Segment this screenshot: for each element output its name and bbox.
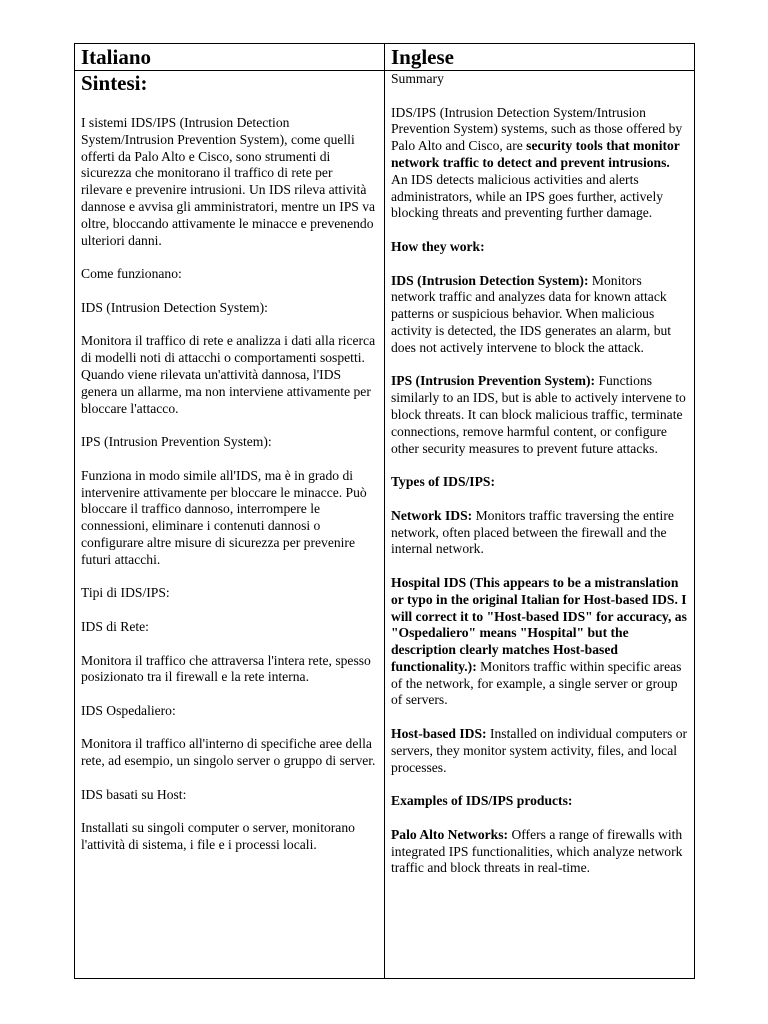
hospital-label: Hospital IDS (This appears to be a mistranslation or typo in the original Italian for Host-based IDS. I will correct it to "Host-based IDS" for accuracy, as "Ospedaliero" means "Hospital" but the description clearly matches Host-based functionality.):	[391, 574, 687, 674]
ips-label: IPS (Intrusion Prevention System):	[391, 373, 596, 389]
network-label: Network IDS:	[391, 507, 473, 523]
intro-text-a: IDS/IPS (Intrusion Detection System/Intrusion Prevention System) systems, such as those offered by Palo Alto and Cisco, are	[391, 104, 683, 154]
italian-paragraph: I sistemi IDS/IPS (Intrusion Detection System/Intrusion Prevention System), come quelli offerti da Palo Alto e Cisco, sono strumenti di sicurezza che monitorano il traffico di rete per rilevare e prevenire intrusioni. Un IDS rileva attività dannose e avvisa gli amministratori, mentre un IPS va oltre, bloccando attivamente le minacce e prevenendo ulteriori danni.	[81, 115, 376, 248]
italian-paragraph: IDS di Rete:	[81, 618, 149, 634]
english-paragraph-hospital	[391, 575, 689, 709]
how-label: How they work:	[391, 238, 485, 254]
header-italiano: Italiano	[81, 45, 152, 69]
ips-text: Functions similarly to an IDS, but is able to actively intervene to block threats. It can block malicious traffic, terminate connections, remove harmful content, or configure other security measures to prevent future attacks.	[391, 373, 686, 456]
italian-title: Sintesi:	[81, 71, 148, 95]
intro-text-c: An IDS detects malicious activities and alerts administrators, while an IPS goes further, actively blocking threats and preventing further damage.	[391, 171, 664, 221]
english-column	[391, 71, 689, 894]
translation-table	[74, 43, 695, 979]
italian-paragraph: IPS (Intrusion Prevention System):	[81, 434, 272, 450]
english-heading-examples	[391, 793, 689, 810]
examples-label: Examples of IDS/IPS products:	[391, 793, 573, 809]
english-paragraph-network	[391, 508, 689, 558]
english-heading-types	[391, 474, 689, 491]
italian-paragraph: Monitora il traffico che attraversa l'intera rete, spesso posizionato tra il firewall e la rete interna.	[81, 652, 371, 685]
italian-column	[81, 71, 376, 871]
english-paragraph-ips	[391, 373, 689, 457]
types-label: Types of IDS/IPS:	[391, 474, 495, 490]
italian-paragraph: Funziona in modo simile all'IDS, ma è in grado di intervenire attivamente per bloccare le minacce. Può bloccare il traffico dannoso, interrompere le connessioni, eliminare i contenuti dannosi o configurare altre misure di sicurezza per prevenire futuri attacchi.	[81, 467, 367, 567]
ids-label: IDS (Intrusion Detection System):	[391, 272, 589, 288]
italian-paragraph: Installati su singoli computer o server, monitorano l'attività di sistema, i file e i processi locali.	[81, 820, 355, 853]
header-inglese: Inglese	[391, 45, 454, 69]
italian-paragraph: Monitora il traffico di rete e analizza i dati alla ricerca di modelli noti di attacchi o comportamenti sospetti. Quando viene rilevata un'attività dannosa, l'IDS genera un allarme, ma non interviene attivamente per bloccare l'attacco.	[81, 333, 376, 416]
palo-text: Offers a range of firewalls with integrated IPS functionalities, which analyze network traffic and block threats in real-time.	[391, 826, 683, 876]
italian-paragraph: Come funzionano:	[81, 266, 182, 282]
italian-paragraph: Tipi di IDS/IPS:	[81, 585, 170, 601]
column-divider	[384, 44, 385, 978]
english-paragraph-ids	[391, 273, 689, 357]
host-label: Host-based IDS:	[391, 726, 487, 742]
english-paragraph-intro	[391, 105, 689, 223]
italian-paragraph: IDS Ospedaliero:	[81, 702, 176, 718]
hospital-text: Monitors traffic within specific areas of the network, for example, a single server or group of servers.	[391, 658, 682, 708]
english-summary-label: Summary	[391, 71, 444, 86]
intro-text-bold: security tools that monitor network traffic to detect and prevent intrusions.	[391, 138, 680, 170]
host-text: Installed on individual computers or servers, they monitor system activity, files, and local processes.	[391, 726, 688, 775]
palo-label: Palo Alto Networks:	[391, 826, 509, 842]
italian-paragraph: IDS basati su Host:	[81, 786, 187, 802]
english-paragraph-host	[391, 726, 689, 776]
english-paragraph-palo	[391, 827, 689, 877]
ids-text: Monitors network traffic and analyzes data for known attack patterns or suspicious behavior. When malicious activity is detected, the IDS generates an alarm, but does not actively intervene to block the attack.	[391, 272, 672, 355]
italian-paragraph: Monitora il traffico all'interno di specifiche aree della rete, ad esempio, un singolo server o gruppo di server.	[81, 736, 376, 769]
italian-paragraph: IDS (Intrusion Detection System):	[81, 299, 268, 315]
network-text: Monitors traffic traversing the entire network, often placed between the firewall and the internal network.	[391, 507, 674, 557]
english-heading-how	[391, 239, 689, 256]
